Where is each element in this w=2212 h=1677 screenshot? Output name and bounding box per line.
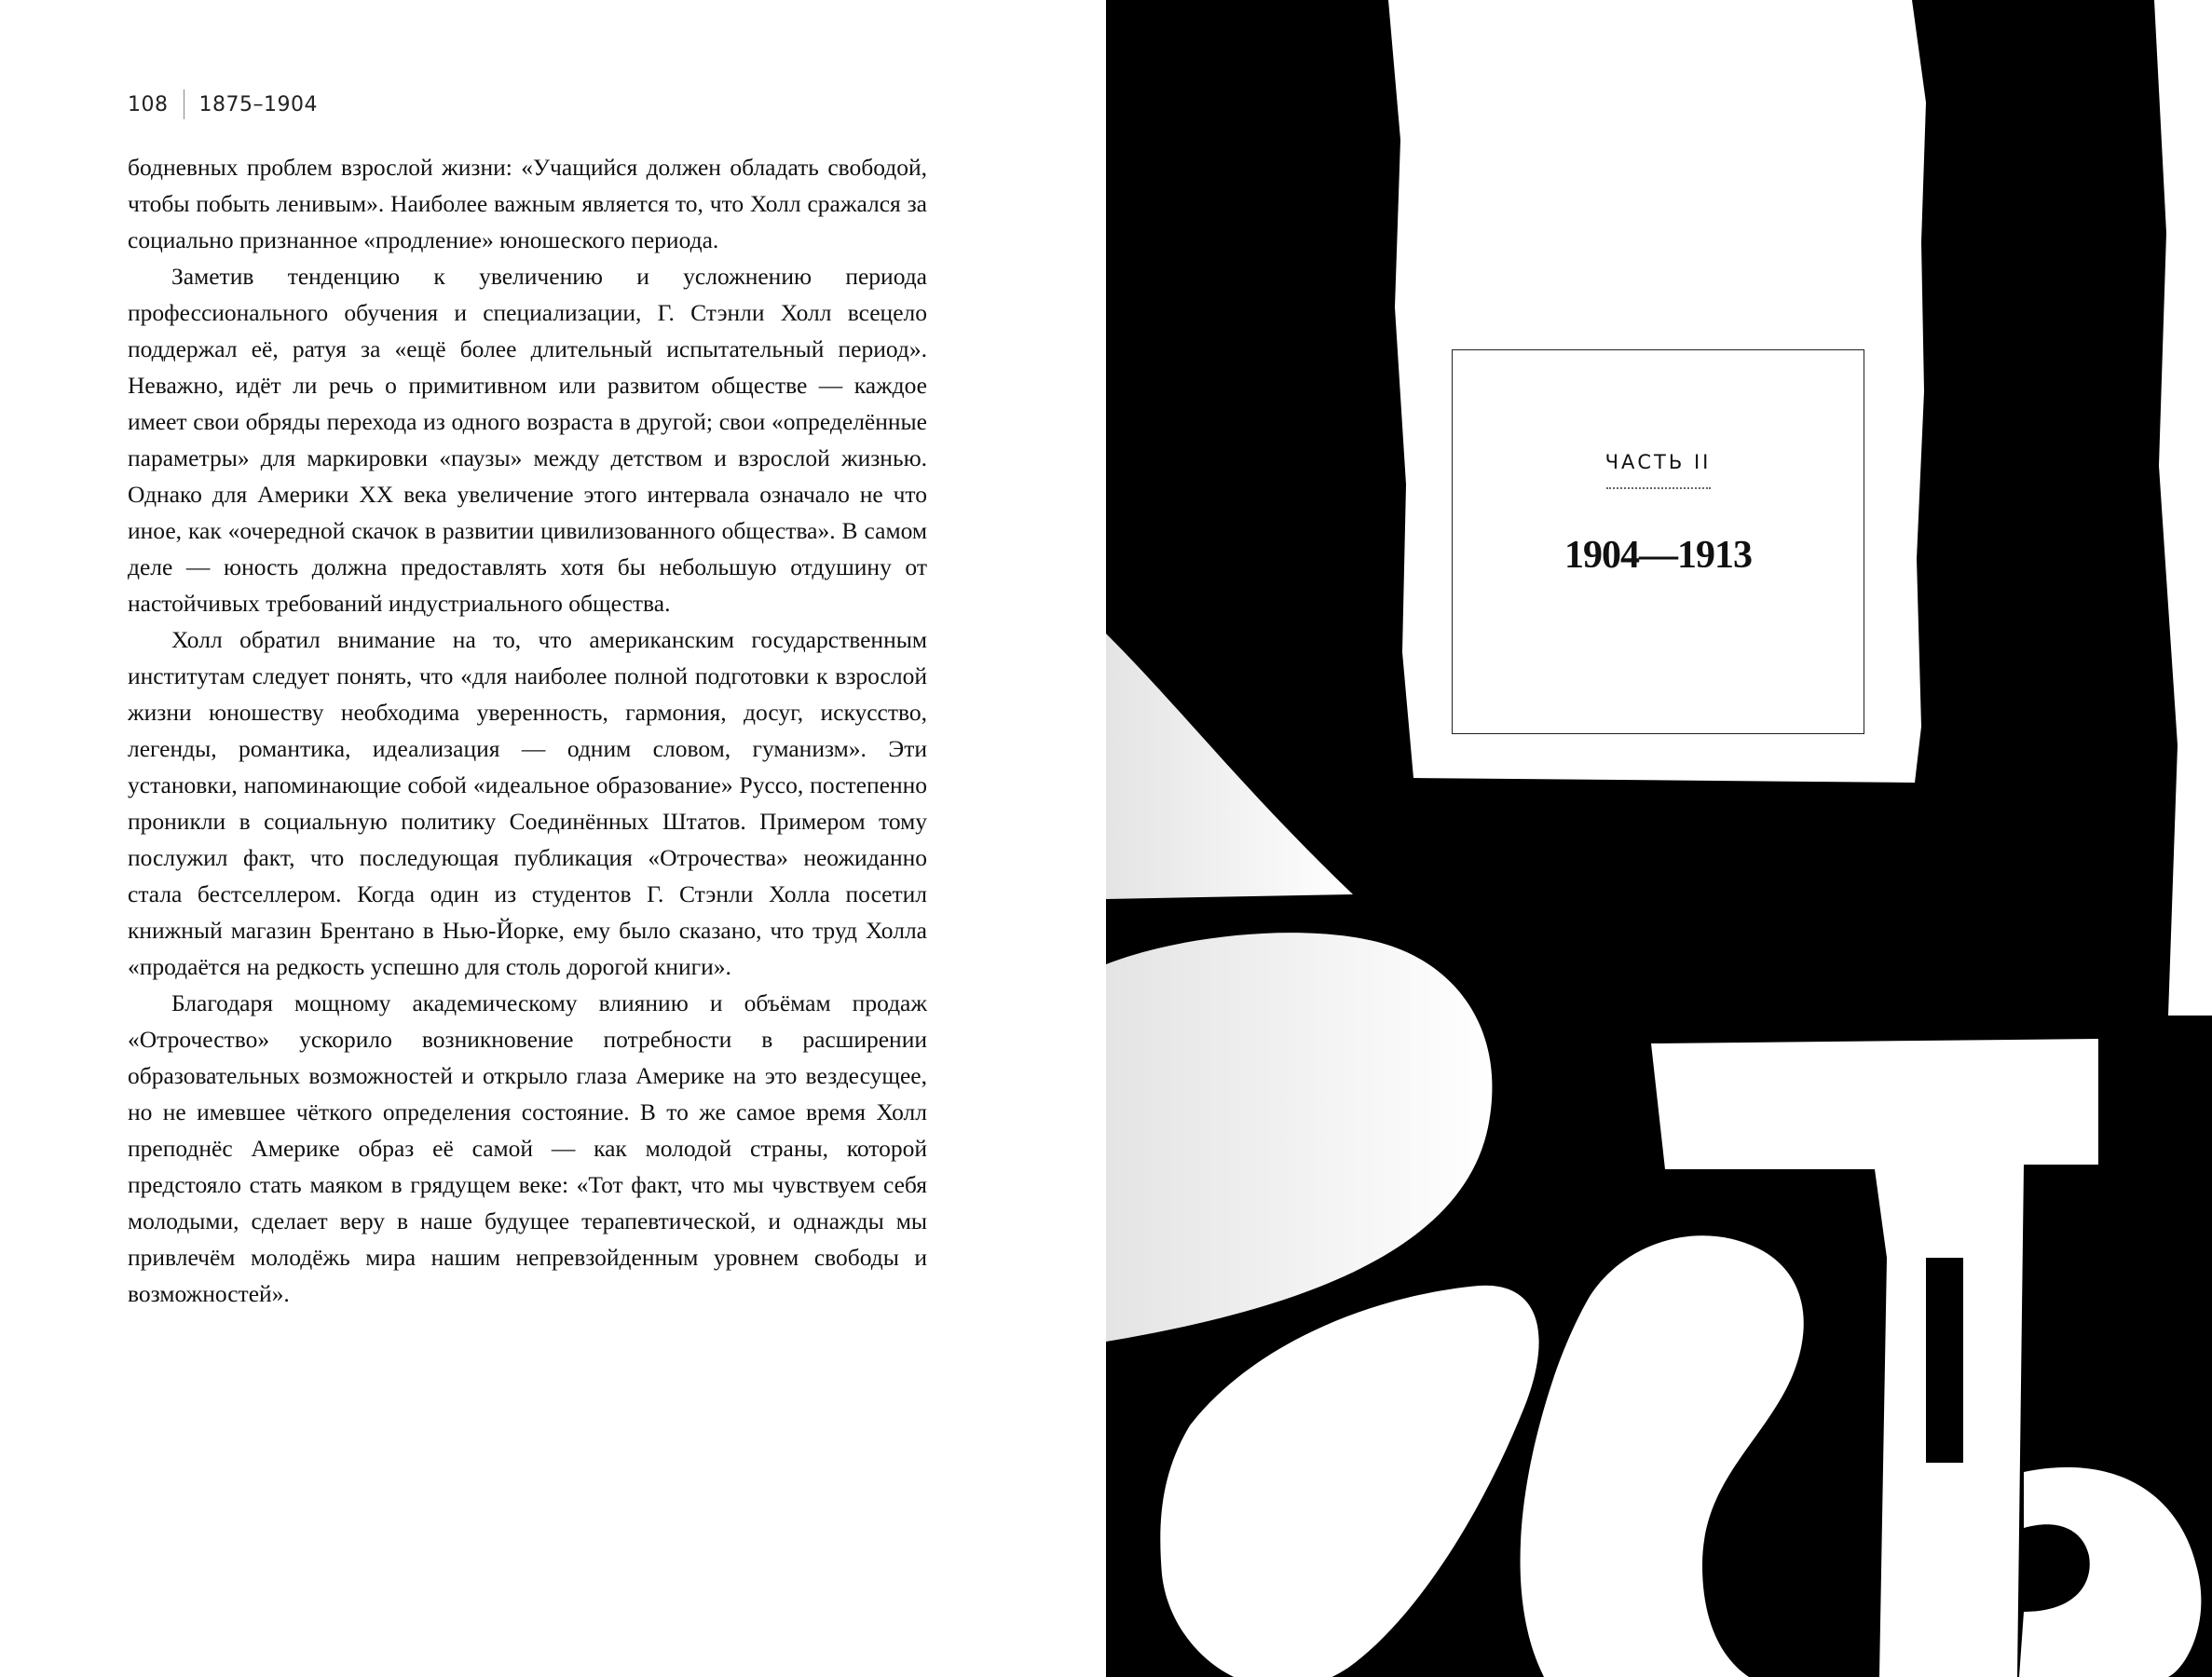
letter-shape-teardrop bbox=[1160, 1286, 1538, 1677]
decorative-lettering bbox=[1106, 0, 2212, 1677]
right-page bbox=[1106, 0, 2212, 1677]
running-head bbox=[128, 88, 318, 121]
running-head-period: 1875–1904 bbox=[198, 92, 318, 116]
body-text bbox=[128, 149, 927, 1312]
paragraph-1: бодневных проблем взрослой жизни: «Учащийся должен обладать свободой, чтобы побыть ленивым». Наиболее важным является то, что Холл сражался за социально признанное «продление» юношеского периода. bbox=[128, 154, 927, 253]
paragraph-2: Заметив тенденцию к увеличению и усложнению периода профессионального обучения и специализации, Г. Стэнли Холл всецело поддержал её, ратуя за «ещё более длительный испытательный период». Неважно, идёт ли речь о примитивном или развитом обществе — каждое имеет свои обряды перехода из одного возраста в другой; свои «определённые параметры» для маркировки «паузы» между детством и взрослой жизнью. Однако для Америки XX века увеличение этого интервала означало не что иное, как «очередной скачок в развитии цивилизованного общества». В самом деле — юность должна предоставлять хотя бы небольшую отдушину от настойчивых требований индустриального общества. bbox=[128, 263, 927, 617]
paragraph-3: Холл обратил внимание на то, что американским государственным институтам следует понять, что «для наиболее полной подготовки к взрослой жизни юношеству необходима уверенность, гармония, досуг, искусство, легенды, романтика, идеализация — одним словом, гуманизм». Эти установки, напоминающие собой «идеальное образование» Руссо, постепенно проникли в социальную политику Соединённых Штатов. Примером тому послужил факт, что последующая публикация «Отрочества» неожиданно стала бестселлером. Когда один из студентов Г. Стэнли Холла посетил книжный магазин Брентано в Нью-Йорке, ему было сказано, что труд Холла «продаётся на редкость успешно для столь дорогой книги». bbox=[128, 626, 927, 980]
letter-notch bbox=[1926, 1258, 1963, 1463]
dotted-divider bbox=[1606, 487, 1711, 489]
letter-shape-soft-sign bbox=[2019, 1467, 2201, 1677]
paragraph-4: Благодаря мощному академическому влиянию и объёмам продаж «Отрочество» ускорило возникновение потребности в расширении образовательных возможностей и открыло глаза Америке на это вездесущее, но не имевшее чёткого определения состояние. В то же самое время Холл преподнёс Америке образ её самой — как молодой страны, которой предстояло стать маяком в грядущем веке: «Тот факт, что мы чувствуем себя молодыми, сделает веру в наше будущее терапевтической, и однажды мы привлечём молодёжь мира нашим непревзойденным уровнем свободы и возможностей». bbox=[128, 989, 927, 1307]
letter-shape-left-middle bbox=[1106, 933, 1492, 1342]
part-years: 1904—1913 bbox=[1564, 534, 1752, 577]
letter-shape-left-upper bbox=[1106, 634, 1353, 899]
part-label: ЧАСТЬ II bbox=[1604, 451, 1712, 473]
letter-shape-c bbox=[1521, 1235, 1804, 1677]
letter-shape-right-edge bbox=[2154, 0, 2212, 1016]
page-number: 108 bbox=[128, 92, 169, 116]
part-title-box bbox=[1452, 349, 1864, 734]
